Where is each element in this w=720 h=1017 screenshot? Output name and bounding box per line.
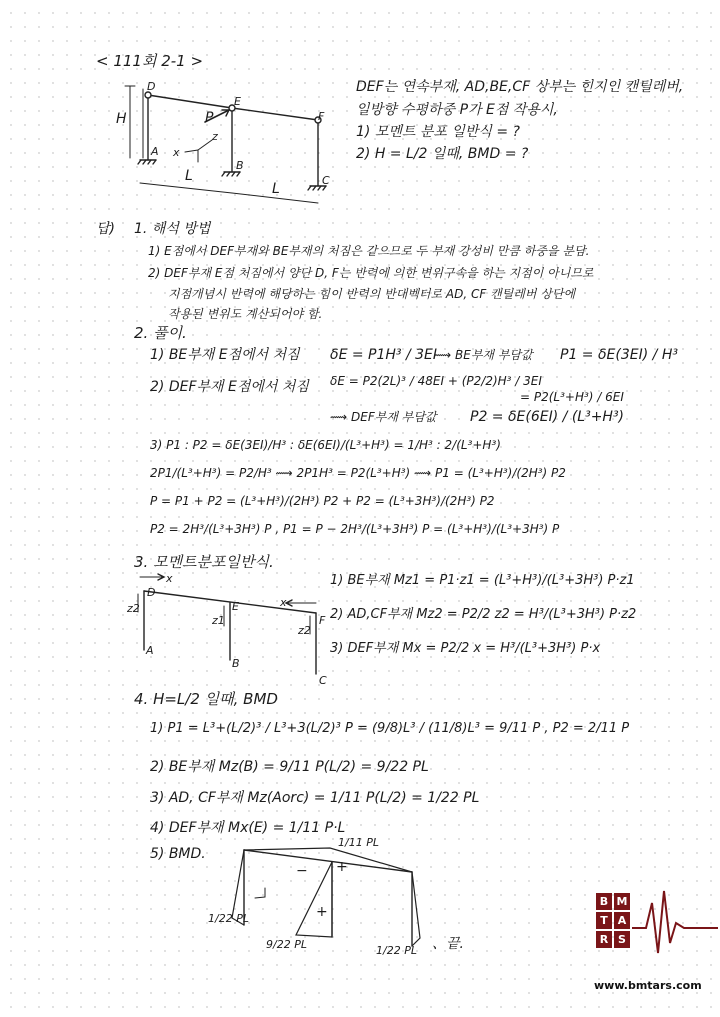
s4-line-3: 3) AD, CF부재 Mz(Aorc) = 1/11 P(L/2) = 1/22 PL [150,790,480,806]
s3-fig-A: A [146,644,154,657]
s2-1-result: P1 = δE(3EI) / H³ [560,347,678,363]
logo-letter-m: M [614,893,630,910]
label-D: D [147,80,156,93]
page-title: < 111회 2-1 > [96,52,204,70]
problem-line-2: 일방향 수평하중 P가 E점 작용시, [356,102,558,118]
label-F: F [318,110,325,123]
s3-fig-z2b: z2 [298,624,311,637]
member-EF [232,108,318,120]
s2-2-eq1: δE = P2(2L)³ / 48EI + (P2/2)H³ / 3EI [330,374,542,388]
logo-letter-t: T [596,912,612,929]
s2-2-arrow: ⟿ DEF부재 부담값 [330,410,437,424]
s2-2-eq2: = P2(L³+H³) / 6EI [520,390,624,404]
s1-line-3: 지점개념시 반력에 해당하는 힘이 반력의 반대벡터로 AD, CF 캔틸레버 상단에 [168,287,576,301]
bmd-mid-value: 9/22 PL [266,938,307,951]
s4-title: 4. H=L/2 일때, BMD [134,690,278,708]
heartbeat-icon [632,883,720,963]
end-mark: 、끝. [432,936,464,952]
s3-fig-z1: z1 [212,614,225,627]
member-DE [148,95,232,108]
s3-line-2: 2) AD,CF부재 Mz2 = P2/2 z2 = H³/(L³+3H³) P·z2 [330,607,637,622]
s3-fig-D: D [147,586,156,599]
bmd-top-value: 1/11 PL [338,836,379,849]
s3-title: 3. 모멘트분포일반식. [134,553,274,571]
s2-1-eq: δE = P1H³ / 3EI [330,347,438,363]
s4-line-4: 4) DEF부재 Mx(E) = 1/11 P·L [150,820,346,836]
s2-3-line-3: P = P1 + P2 = (L³+H³)/(2H³) P2 + P2 = (L³+3H³)/(2H³) P2 [150,494,495,508]
label-L2: L [272,181,280,197]
label-C: C [322,174,330,187]
logo-letter-r: R [596,931,612,948]
s3-fig-x2: x [280,596,287,609]
bmd-plus-sign-2: + [336,859,348,875]
s3-line-3: 3) DEF부재 Mx = P2/2 x = H³/(L³+3H³) P·x [330,641,601,656]
s1-line-4: 작용된 변위도 계산되어야 함. [168,307,323,321]
problem-line-1: DEF는 연속부재, AD,BE,CF 상부는 힌지인 캔틸레버, [356,79,684,95]
s1-line-1: 1) E점에서 DEF부재와 BE부재의 처짐은 같으므로 두 부재 강성비 만큼 하중을 분담. [148,244,590,258]
label-A: A [151,145,159,158]
s2-title: 2. 풀이. [134,324,187,342]
problem-line-3: 1) 모멘트 분포 일반식 = ? [356,124,520,140]
logo-letter-s: S [614,931,630,948]
s3-fig-C: C [319,674,327,687]
s2-3-line-4: P2 = 2H³/(L³+3H³) P , P1 = P − 2H³/(L³+3H³) P = (L³+H³)/(L³+3H³) P [150,522,560,536]
label-z: z [212,130,218,143]
s2-2-text: 2) DEF부재 E점에서 처짐 [150,379,309,395]
s2-2-result: P2 = δE(6EI) / (L³+H³) [470,409,625,425]
label-L1: L [185,168,193,184]
s3-fig-x1: x [166,572,173,585]
s2-3-line-1: 3) P1 : P2 = δE(3EI)/H³ : δE(6EI)/(L³+H³) = 1/H³ : 2/(L³+H³) [150,438,501,452]
label-B: B [236,159,244,172]
s4-line-5: 5) BMD. [150,846,206,862]
label-x: x [173,146,180,159]
label-H: H [116,111,127,127]
logo-letter-a: A [614,912,630,929]
bmd-right-value: 1/22 PL [376,944,417,957]
label-P: P [205,110,214,126]
bmd-beam [244,850,412,872]
s4-line-2: 2) BE부재 Mz(B) = 9/11 P(L/2) = 9/22 PL [150,759,429,775]
s3-fig-F: F [319,614,326,627]
logo-letter-b: B [596,893,612,910]
bmd-plus-sign: + [316,904,328,920]
s2-1-text: 1) BE부재 E점에서 처짐 [150,347,300,363]
s2-3-line-2: 2P1/(L³+H³) = P2/H³ ⟿ 2P1H³ = P2(L³+H³) ⟿ P1 = (L³+H³)/(2H³) P2 [150,466,566,480]
s3-fig-z2a: z2 [127,602,140,615]
s3-line-1: 1) BE부재 Mz1 = P1·z1 = (L³+H³)/(L³+3H³) P·z1 [330,573,635,588]
s3-fig-B: B [232,657,240,670]
s1-line-2: 2) DEF부재 E점 처짐에서 양단 D, F는 반력에 의한 변위구속을 하는 지점이 아니므로 [148,266,594,280]
s3-fig-E: E [232,600,239,613]
problem-line-4: 2) H = L/2 일때, BMD = ? [356,146,529,162]
label-E: E [234,95,241,108]
s1-title: 1. 해석 방법 [134,221,211,237]
s2-1-arrow: ⟿ BE부재 부담값 [434,348,533,362]
answer-label: 답) [96,221,115,237]
s4-line-1: 1) P1 = L³+(L/2)³ / L³+3(L/2)³ P = (9/8)L³ / (11/8)L³ = 9/11 P , P2 = 2/11 P [150,721,630,736]
bmd-minus-sign: − [296,863,308,879]
watermark-url: www.bmtars.com [594,979,702,992]
bmd-left-value: 1/22 PL [208,912,249,925]
